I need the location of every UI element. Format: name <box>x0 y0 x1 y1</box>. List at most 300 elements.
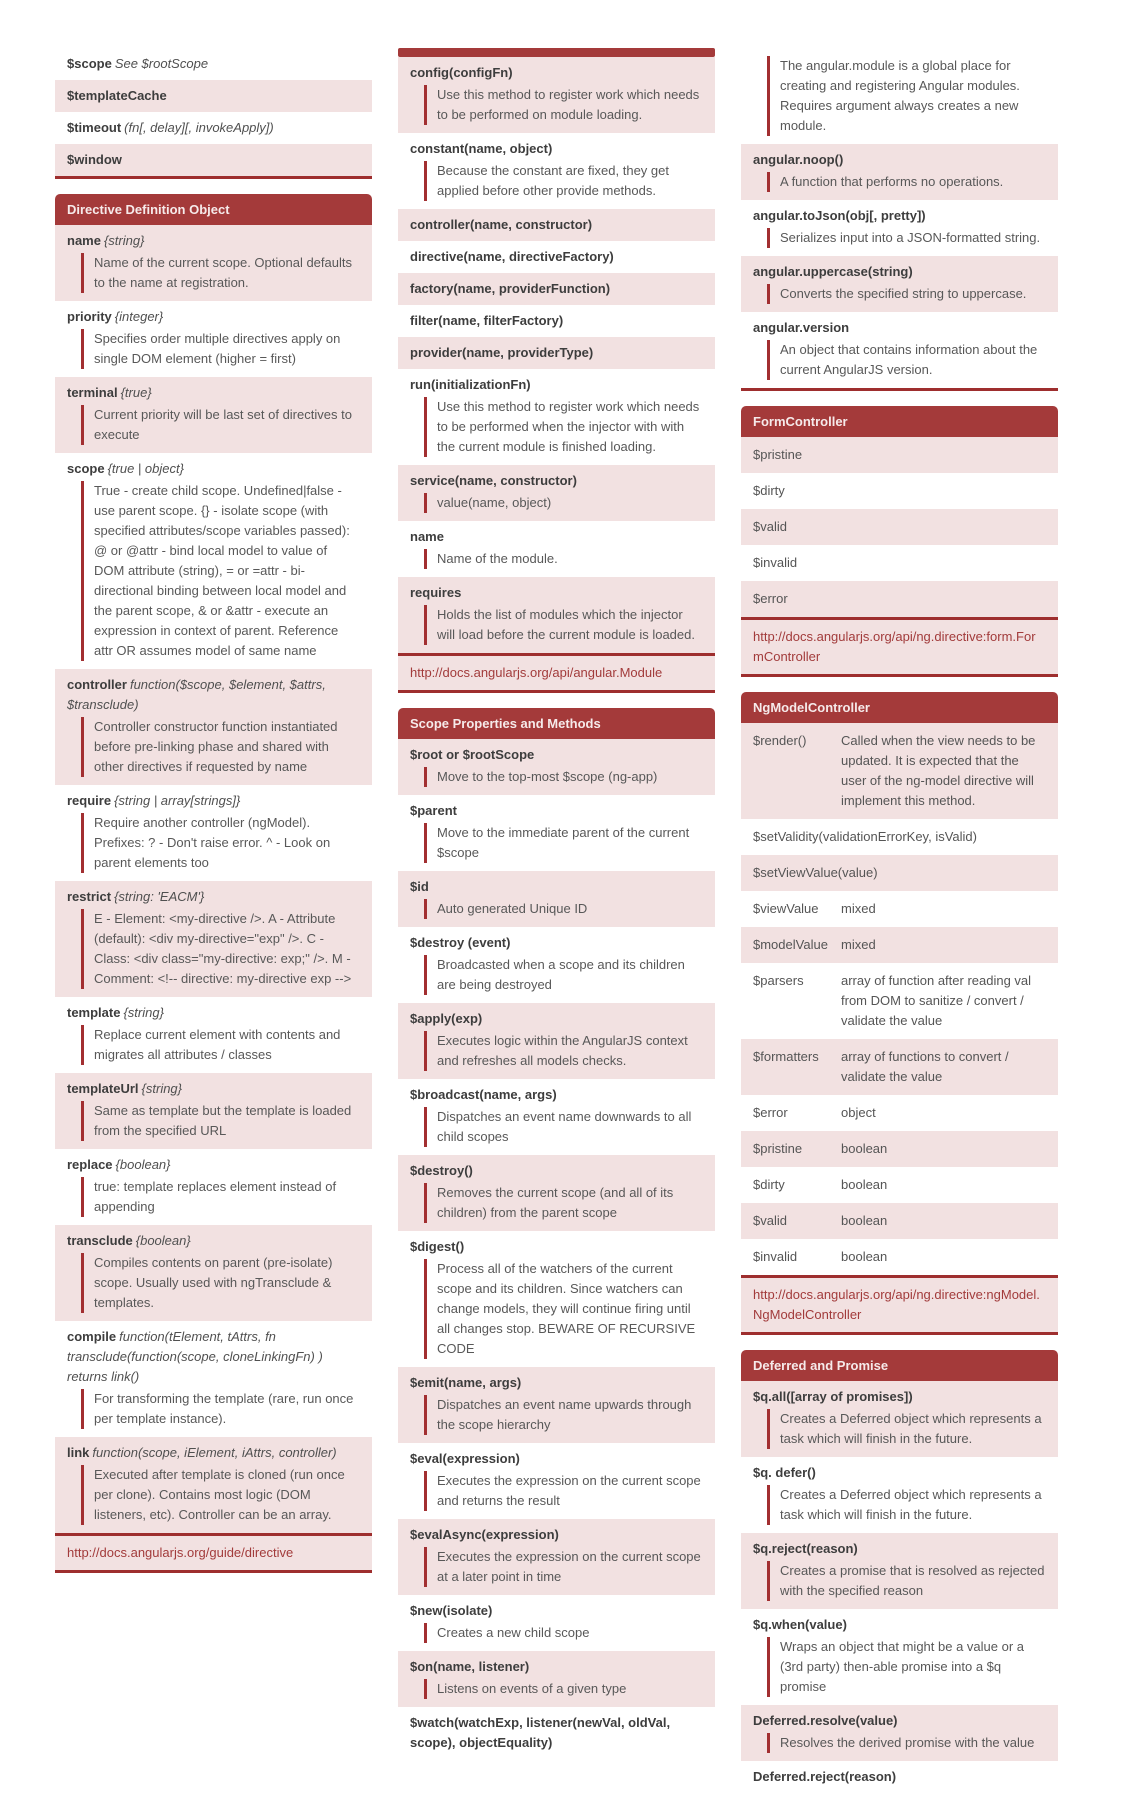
entry-title-line <box>410 471 703 491</box>
entry-annotation: function(scope, iElement, iAttrs, controller) <box>92 1445 337 1460</box>
entry-description <box>424 549 703 569</box>
entry-title-line <box>67 675 360 715</box>
entry-title: $digest() <box>410 1239 465 1254</box>
entry-title: controller <box>67 677 127 692</box>
section-title: Deferred and Promise <box>753 1358 889 1373</box>
section-header <box>741 692 1058 723</box>
entry-title: directive(name, directiveFactory) <box>410 249 614 264</box>
kv-value: boolean <box>841 1213 888 1228</box>
section-continued <box>55 48 372 179</box>
entry-annotation: {true} <box>120 385 152 400</box>
property-row <box>741 1203 1058 1239</box>
column-3 <box>741 48 1058 1808</box>
entry-description <box>424 161 703 201</box>
property-row <box>741 473 1058 509</box>
section-continued <box>741 48 1058 391</box>
entry-title-line <box>67 86 360 106</box>
entry-description-text: value(name, object) <box>437 495 552 510</box>
entry-description <box>767 284 1046 304</box>
kv-key: $error <box>753 1105 788 1120</box>
entry-description <box>81 1101 360 1141</box>
property-row <box>741 855 1058 891</box>
section-body <box>741 723 1058 1335</box>
section-ngmodelcontroller <box>741 692 1058 1335</box>
entry-row <box>398 465 715 521</box>
entry-description-text: Same as template but the template is loaded from the specified URL <box>94 1103 352 1138</box>
property-row <box>741 581 1058 617</box>
entry-row <box>741 200 1058 256</box>
entry-title-line <box>753 206 1046 226</box>
entry-row <box>398 1707 715 1759</box>
entry-description <box>424 823 703 863</box>
kv-value: boolean <box>841 1141 888 1156</box>
entry-title: scope <box>67 461 105 476</box>
entry-row <box>55 1149 372 1225</box>
entry-description-text: A function that performs no operations. <box>780 174 1004 189</box>
entry-title: restrict <box>67 889 112 904</box>
entry-row <box>55 144 372 176</box>
entry-row <box>398 1367 715 1443</box>
entry-row <box>398 577 715 653</box>
entry-title: $destroy() <box>410 1163 473 1178</box>
entry-description <box>424 1547 703 1587</box>
entry-title-line <box>410 1161 703 1181</box>
entry-description <box>424 1031 703 1071</box>
entry-title: angular.uppercase(string) <box>753 264 913 279</box>
entry-title: $scope <box>67 56 112 71</box>
entry-title-line <box>410 375 703 395</box>
entry-annotation: (fn[, delay][, invokeApply]) <box>124 120 274 135</box>
entry-title-line <box>410 1449 703 1469</box>
entry-description <box>424 1395 703 1435</box>
entry-description <box>767 228 1046 248</box>
entry-title-line <box>410 745 703 765</box>
entry-annotation: {integer} <box>114 309 164 324</box>
entry-row <box>741 48 1058 144</box>
property-label: $setValidity(validationErrorKey, isValid) <box>753 829 977 844</box>
entry-description <box>424 1107 703 1147</box>
property-label: $invalid <box>753 555 798 570</box>
entry-description-text: Auto generated Unique ID <box>437 901 588 916</box>
entry-description-text: Move to the immediate parent of the current $scope <box>437 825 690 860</box>
entry-row <box>55 1321 372 1437</box>
entry-title: $q. defer() <box>753 1465 816 1480</box>
entry-title-line <box>67 1231 360 1251</box>
entry-title-line <box>410 1237 703 1257</box>
property-row <box>741 819 1058 855</box>
section-title: Scope Properties and Methods <box>410 716 601 731</box>
entry-row <box>55 112 372 144</box>
entry-description <box>81 1389 360 1429</box>
kv-key: $invalid <box>753 1249 798 1264</box>
property-label: $error <box>753 591 788 606</box>
entry-title: $eval(expression) <box>410 1451 520 1466</box>
entry-title-line <box>410 139 703 159</box>
entry-annotation: {boolean} <box>135 1233 191 1248</box>
entry-description-text: Executed after template is cloned (run once per clone). Contains most logic (DOM listeners, etc). Controller can be an array. <box>94 1467 345 1522</box>
property-row <box>741 723 1058 819</box>
entry-title: config(configFn) <box>410 65 513 80</box>
entry-title: template <box>67 1005 121 1020</box>
entry-title: angular.noop() <box>753 152 844 167</box>
section-body <box>55 225 372 1573</box>
entry-row <box>55 225 372 301</box>
entry-description-text: Executes logic within the AngularJS context and refreshes all models checks. <box>437 1033 688 1068</box>
entry-title: link <box>67 1445 90 1460</box>
entry-title: $new(isolate) <box>410 1603 493 1618</box>
entry-row <box>398 739 715 795</box>
entry-description-text: Serializes input into a JSON-formatted string. <box>780 230 1041 245</box>
entry-description <box>767 56 1046 136</box>
entry-description <box>767 172 1046 192</box>
entry-title: $emit(name, args) <box>410 1375 522 1390</box>
entry-description-text: Creates a Deferred object which represents a task which will finish in the future. <box>780 1411 1042 1446</box>
kv-value: boolean <box>841 1249 888 1264</box>
entry-title: templateUrl <box>67 1081 139 1096</box>
entry-description <box>424 1183 703 1223</box>
kv-value: object <box>841 1105 876 1120</box>
property-label: $dirty <box>753 483 785 498</box>
entry-description-text: Specifies order multiple directives apply on single DOM element (higher = first) <box>94 331 341 366</box>
section-header <box>741 1350 1058 1381</box>
entry-description <box>424 397 703 457</box>
entry-annotation: {boolean} <box>115 1157 171 1172</box>
entry-annotation: function(tElement, tAttrs, fn transclude(function(scope, cloneLinkingFn) ) returns link() <box>67 1329 323 1384</box>
entry-row <box>741 256 1058 312</box>
entry-description-text: true: template replaces element instead of appending <box>94 1179 337 1214</box>
entry-description <box>424 1623 703 1643</box>
entry-title-line <box>753 262 1046 282</box>
entry-title-line <box>410 801 703 821</box>
property-row <box>741 963 1058 1039</box>
entry-row <box>741 144 1058 200</box>
entry-description-text: Compiles contents on parent (pre-isolate) scope. Usually used with ngTransclude & templates. <box>94 1255 333 1310</box>
doc-link[interactable]: http://docs.angularjs.org/api/ng.directive:ngModel.NgModelController <box>753 1287 1040 1322</box>
property-row <box>741 1131 1058 1167</box>
property-row <box>741 1095 1058 1131</box>
entry-title-line <box>410 583 703 603</box>
entry-title-line <box>410 1601 703 1621</box>
kv-key: $render() <box>753 733 807 748</box>
entry-title-line <box>410 933 703 953</box>
entry-title: $on(name, listener) <box>410 1659 530 1674</box>
property-row <box>741 891 1058 927</box>
section-deferred-and-promise <box>741 1350 1058 1793</box>
property-row <box>741 927 1058 963</box>
entry-annotation: {string} <box>141 1081 183 1096</box>
entry-description-text: Creates a promise that is resolved as rejected with the specified reason <box>780 1563 1045 1598</box>
entry-row <box>398 1651 715 1707</box>
entry-row <box>398 1155 715 1231</box>
section-directive-definition-object <box>55 194 372 1573</box>
entry-title-line <box>67 150 360 170</box>
entry-description-text: The angular.module is a global place for creating and registering Angular modules. Requires argument always creates a new module. <box>780 58 1020 133</box>
section-header <box>741 406 1058 437</box>
entry-title-line <box>410 311 703 331</box>
entry-description-text: Replace current element with contents and migrates all attributes / classes <box>94 1027 341 1062</box>
entry-row <box>55 453 372 669</box>
doc-link[interactable]: http://docs.angularjs.org/api/ng.directive:form.FormController <box>753 629 1036 664</box>
entry-description <box>767 1561 1046 1601</box>
entry-row <box>741 1457 1058 1533</box>
entry-row <box>741 1761 1058 1793</box>
entry-description <box>424 85 703 125</box>
entry-title-line <box>410 279 703 299</box>
entry-row <box>55 48 372 80</box>
kv-key: $pristine <box>753 1141 803 1156</box>
entry-title: name <box>67 233 101 248</box>
entry-row <box>398 1003 715 1079</box>
entry-title-line <box>67 1155 360 1175</box>
entry-description-text: Holds the list of modules which the injector will load before the current module is loaded. <box>437 607 695 642</box>
entry-title-line <box>67 1327 360 1387</box>
entry-title: $q.reject(reason) <box>753 1541 858 1556</box>
property-row <box>741 509 1058 545</box>
entry-row <box>398 1519 715 1595</box>
section-body <box>741 437 1058 677</box>
entry-description <box>767 1485 1046 1525</box>
entry-description-text: Listens on events of a given type <box>437 1681 627 1696</box>
entry-title: $apply(exp) <box>410 1011 483 1026</box>
entry-description-text: Executes the expression on the current scope at a later point in time <box>437 1549 701 1584</box>
entry-title: $root or $rootScope <box>410 747 535 762</box>
entry-title-line <box>410 343 703 363</box>
section-header-sliver <box>398 48 715 57</box>
entry-row <box>398 369 715 465</box>
section-body <box>55 48 372 179</box>
entry-annotation: {string} <box>123 1005 164 1020</box>
entry-annotation: {string | array[strings]} <box>114 793 241 808</box>
property-label: $pristine <box>753 447 803 462</box>
entry-title-line <box>67 383 360 403</box>
property-row <box>741 1239 1058 1275</box>
entry-description <box>424 1259 703 1359</box>
entry-description <box>81 481 360 661</box>
entry-description-text: Use this method to register work which needs to be performed when the injector with with the current module is finished loading. <box>437 399 700 454</box>
entry-row <box>741 1381 1058 1457</box>
entry-row <box>398 1231 715 1367</box>
link-row <box>398 653 715 693</box>
entry-title: $templateCache <box>67 88 167 103</box>
entry-annotation: See $rootScope <box>114 56 209 71</box>
entry-description-text: Executes the expression on the current scope and returns the result <box>437 1473 701 1508</box>
entry-description-text: Wraps an object that might be a value or a (3rd party) then-able promise into a $q promise <box>780 1639 1025 1694</box>
entry-title: transclude <box>67 1233 133 1248</box>
entry-row <box>398 521 715 577</box>
entry-row <box>398 273 715 305</box>
entry-description <box>424 899 703 919</box>
kv-value: mixed <box>841 937 876 952</box>
entry-description-text: An object that contains information about the current AngularJS version. <box>780 342 1038 377</box>
entry-title-line <box>410 63 703 83</box>
kv-value: boolean <box>841 1177 888 1192</box>
entry-title-line <box>753 1539 1046 1559</box>
entry-title-line <box>67 1079 360 1099</box>
entry-description-text: Move to the top-most $scope (ng-app) <box>437 769 658 784</box>
property-row <box>741 437 1058 473</box>
entry-row <box>398 241 715 273</box>
section-scope-properties-and-methods <box>398 708 715 1759</box>
entry-description <box>81 1177 360 1217</box>
entry-title: $id <box>410 879 429 894</box>
entry-description <box>424 1471 703 1511</box>
entry-title: $parent <box>410 803 457 818</box>
entry-description-text: Controller constructor function instantiated before pre-linking phase and shared with other directives if requested by name <box>94 719 338 774</box>
entry-row <box>55 377 372 453</box>
entry-row <box>398 57 715 133</box>
entry-description <box>767 340 1046 380</box>
entry-row <box>55 997 372 1073</box>
entry-row <box>398 795 715 871</box>
section-body <box>741 1381 1058 1793</box>
entry-annotation: {true | object} <box>107 461 184 476</box>
entry-row <box>55 669 372 785</box>
entry-title-line <box>410 1657 703 1677</box>
entry-title-line <box>410 1009 703 1029</box>
kv-key: $modelValue <box>753 937 828 952</box>
entry-title: $watch(watchExp, listener(newVal, oldVal, scope), objectEquality) <box>410 1715 671 1750</box>
property-label: $setViewValue(value) <box>753 865 878 880</box>
entry-row <box>55 1437 372 1533</box>
entry-row <box>398 1443 715 1519</box>
entry-description-text: For transforming the template (rare, run once per template instance). <box>94 1391 354 1426</box>
entry-row <box>398 133 715 209</box>
entry-description <box>81 717 360 777</box>
entry-row <box>55 1073 372 1149</box>
entry-title-line <box>753 1615 1046 1635</box>
link-row <box>55 1533 372 1573</box>
entry-description <box>81 405 360 445</box>
column-2 <box>398 48 715 1808</box>
entry-title: name <box>410 529 444 544</box>
entry-title: service(name, constructor) <box>410 473 577 488</box>
entry-description <box>424 1679 703 1699</box>
entry-description-text: Use this method to register work which needs to be performed on module loading. <box>437 87 700 122</box>
entry-description-text: Because the constant are fixed, they get applied before other provide methods. <box>437 163 669 198</box>
entry-description-text: Creates a Deferred object which represents a task which will finish in the future. <box>780 1487 1042 1522</box>
entry-title: angular.toJson(obj[, pretty]) <box>753 208 926 223</box>
entry-description <box>767 1409 1046 1449</box>
entry-title-line <box>753 1767 1046 1787</box>
entry-description <box>424 493 703 513</box>
entry-title-line <box>67 1003 360 1023</box>
section-title: Directive Definition Object <box>67 202 230 217</box>
entry-row <box>398 209 715 241</box>
entry-description-text: Dispatches an event name downwards to all child scopes <box>437 1109 692 1144</box>
entry-title: $destroy (event) <box>410 935 511 950</box>
entry-title-line <box>67 118 360 138</box>
entry-row <box>398 871 715 927</box>
entry-title: requires <box>410 585 462 600</box>
section-body <box>741 48 1058 391</box>
section-title: NgModelController <box>753 700 870 715</box>
entry-title-line <box>410 1525 703 1545</box>
entry-title-line <box>67 791 360 811</box>
entry-title: $timeout <box>67 120 122 135</box>
entry-title: $window <box>67 152 122 167</box>
entry-title-line <box>410 215 703 235</box>
kv-value: Called when the view needs to be updated. It is expected that the user of the ng-model directive will implement this method. <box>841 733 1036 808</box>
entry-title-line <box>67 1443 360 1463</box>
doc-link[interactable]: http://docs.angularjs.org/api/angular.Module <box>410 665 663 680</box>
entry-row <box>55 301 372 377</box>
entry-title: filter(name, filterFactory) <box>410 313 564 328</box>
entry-title: Deferred.reject(reason) <box>753 1769 897 1784</box>
entry-title: constant(name, object) <box>410 141 553 156</box>
entry-title: $evalAsync(expression) <box>410 1527 559 1542</box>
property-row <box>741 1039 1058 1095</box>
entry-description-text: Current priority will be last set of directives to execute <box>94 407 352 442</box>
entry-title-line <box>753 1387 1046 1407</box>
entry-description-text: Require another controller (ngModel). Prefixes: ? - Don't raise error. ^ - Look on parent elements too <box>94 815 331 870</box>
property-row <box>741 1167 1058 1203</box>
kv-value: mixed <box>841 901 876 916</box>
entry-row <box>741 1533 1058 1609</box>
entry-annotation: {string: 'EACM'} <box>114 889 205 904</box>
entry-title: Deferred.resolve(value) <box>753 1713 898 1728</box>
section-header <box>55 194 372 225</box>
kv-key: $valid <box>753 1213 787 1228</box>
entry-description-text: E - Element: <my-directive />. A - Attribute (default): <div my-directive="exp" />. C - Class: <div class="my-directive: exp;" />. M - Comment: <!-- directive: my-directive exp --> <box>94 911 352 986</box>
entry-description <box>424 767 703 787</box>
entry-description-text: Dispatches an event name upwards through the scope hierarchy <box>437 1397 692 1432</box>
entry-annotation: {string} <box>103 233 145 248</box>
entry-description <box>81 1253 360 1313</box>
section-formcontroller <box>741 406 1058 677</box>
section-header <box>398 708 715 739</box>
entry-row <box>55 1225 372 1321</box>
entry-row <box>398 337 715 369</box>
entry-description-text: Process all of the watchers of the current scope and its children. Since watchers can change models, they will continue firing until all changes stop. BEWARE OF RECURSIVE CODE <box>437 1261 696 1356</box>
entry-title-line <box>67 887 360 907</box>
entry-title: require <box>67 793 112 808</box>
kv-key: $viewValue <box>753 901 819 916</box>
section-continued <box>398 48 715 693</box>
entry-title: angular.version <box>753 320 850 335</box>
entry-title-line <box>753 1711 1046 1731</box>
kv-key: $formatters <box>753 1049 819 1064</box>
entry-row <box>55 881 372 997</box>
entry-title-line <box>410 1085 703 1105</box>
entry-description-text: Creates a new child scope <box>437 1625 590 1640</box>
doc-link[interactable]: http://docs.angularjs.org/guide/directive <box>67 1545 294 1560</box>
entry-description-text: Resolves the derived promise with the value <box>780 1735 1035 1750</box>
entry-title-line <box>753 318 1046 338</box>
entry-title: controller(name, constructor) <box>410 217 593 232</box>
entry-title-line <box>410 527 703 547</box>
kv-value: array of functions to convert / validate the value <box>841 1049 1009 1084</box>
link-row <box>741 617 1058 677</box>
kv-value: array of function after reading val from DOM to sanitize / convert / validate the value <box>841 973 1032 1028</box>
entry-description <box>81 1025 360 1065</box>
entry-row <box>55 785 372 881</box>
entry-title-line <box>753 150 1046 170</box>
entry-title-line <box>410 1373 703 1393</box>
entry-title-line <box>67 231 360 251</box>
section-body <box>398 739 715 1759</box>
property-label: $valid <box>753 519 787 534</box>
entry-title: $q.all([array of promises]) <box>753 1389 913 1404</box>
entry-description <box>424 955 703 995</box>
entry-annotation: function($scope, $element, $attrs, $transclude) <box>67 677 326 712</box>
section-title: FormController <box>753 414 848 429</box>
entry-description <box>767 1637 1046 1697</box>
entry-title: terminal <box>67 385 118 400</box>
entry-title-line <box>410 247 703 267</box>
entry-title: compile <box>67 1329 117 1344</box>
kv-key: $parsers <box>753 973 804 988</box>
entry-row <box>398 1595 715 1651</box>
